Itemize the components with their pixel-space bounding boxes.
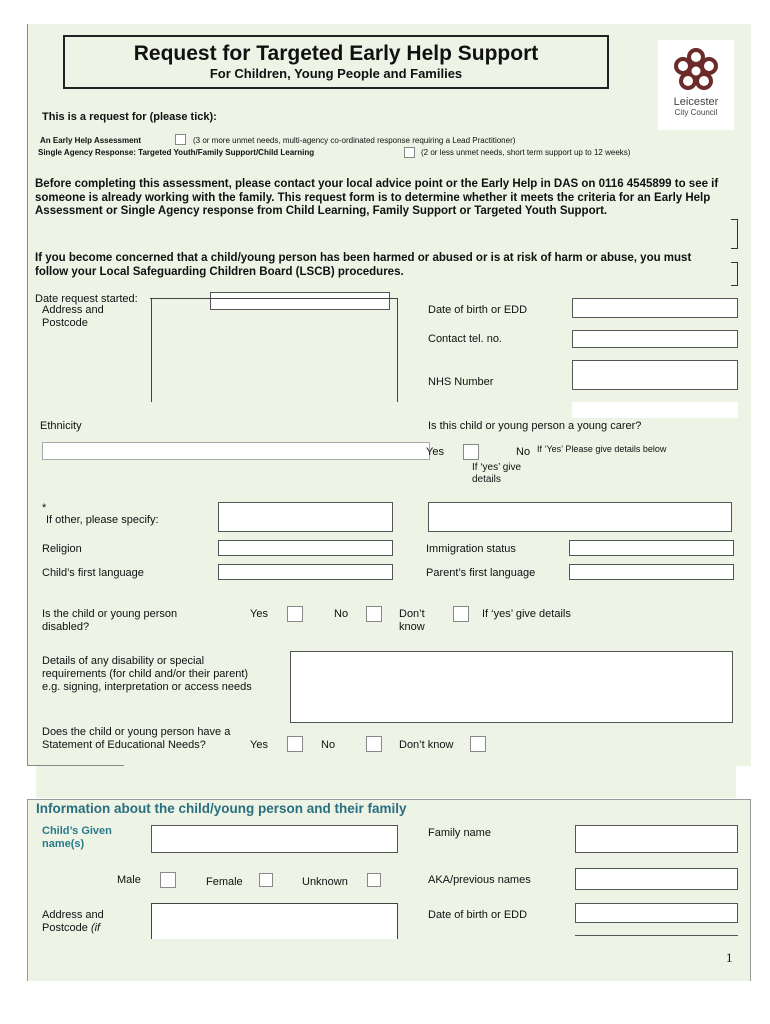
asterisk-mark: * bbox=[42, 502, 47, 514]
option-single-agency-note: (2 or less unmet needs, short term support up to 12 weeks) bbox=[421, 148, 631, 157]
first-language-label: Child’s first language bbox=[42, 567, 144, 579]
male-label: Male bbox=[117, 874, 141, 886]
given-name-input[interactable] bbox=[151, 825, 398, 853]
page-title: Request for Targeted Early Help Support bbox=[133, 42, 539, 65]
dob-label: Date of birth or EDD bbox=[428, 304, 528, 316]
section2-address-label bbox=[42, 909, 137, 935]
disabled-yes-checkbox[interactable] bbox=[287, 606, 303, 622]
ethnicity-input[interactable] bbox=[42, 442, 430, 460]
council-logo bbox=[658, 40, 734, 130]
contact-label: Contact tel. no. bbox=[428, 333, 502, 345]
logo-text: Leicester bbox=[673, 96, 719, 108]
address-label: Address and Postcode bbox=[42, 304, 104, 329]
religion-input[interactable] bbox=[218, 540, 393, 556]
disabled-question: Is the child or young person disabled? bbox=[42, 608, 178, 633]
carer-if-yes-label: If ‘yes’ give details bbox=[472, 462, 522, 485]
parent-language-input[interactable] bbox=[569, 564, 734, 580]
contact-input[interactable] bbox=[572, 330, 738, 348]
statement-yes-label: Yes bbox=[250, 739, 268, 751]
nhs-gap bbox=[572, 402, 738, 418]
section2-heading: Information about the child/young person and their family bbox=[36, 801, 407, 816]
notice-before-completing: Before completing this assessment, please contact your local advice point or the Early Help in DAS on 0116 4545899 to see if someone is already working with the family. This request form is to determine whether it meets the criteria for an Early Help Assessment or Single Agency response from Child Learning, Family Support or Targeted Youth Support. bbox=[35, 178, 719, 217]
carer-yes-label: Yes bbox=[426, 446, 444, 458]
immigration-label: Immigration status bbox=[426, 543, 516, 555]
young-carer-question: Is this child or young person a young carer? bbox=[428, 420, 642, 432]
parent-language-label: Parent’s first language bbox=[426, 567, 536, 579]
statement-question: Does the child or young person have a Statement of Educational Needs? bbox=[42, 726, 231, 751]
notice-concern: If you become concerned that a child/young person has been harmed or abused or is at risk of harm or abuse, you must follow your Local Safeguarding Children Board (LSCB) procedures. bbox=[35, 252, 692, 278]
panel-gap-strip bbox=[36, 766, 736, 798]
carer-details-note: If ‘Yes’ Please give details below bbox=[537, 444, 667, 454]
logo-subtext: City Council bbox=[674, 108, 718, 117]
request-prompt: This is a request for (please tick): bbox=[42, 111, 217, 123]
flower-logo-icon bbox=[672, 46, 720, 92]
disabled-yes-label: Yes bbox=[250, 608, 268, 620]
option-single-agency-label: Single Agency Response: Targeted Youth/Family Support/Child Learning bbox=[38, 148, 315, 157]
option-early-help-label: An Early Help Assessment bbox=[40, 136, 142, 145]
disability-details-label: Details of any disability or special requirements (for child and/or their parent) e.g. signing, interpretation or access needs bbox=[42, 655, 252, 693]
section2-address-text: Address and Postcode bbox=[42, 909, 104, 934]
given-name-label: Child’s Given name(s) bbox=[42, 825, 112, 850]
title-box bbox=[63, 35, 609, 89]
female-checkbox[interactable] bbox=[259, 873, 273, 887]
section2-dob-label: Date of birth or EDD bbox=[428, 909, 528, 921]
section2-dob-input[interactable] bbox=[575, 903, 738, 923]
disabled-dont-know-label: Don’t know bbox=[399, 608, 425, 633]
nhs-input[interactable] bbox=[572, 360, 738, 390]
date-started-label: Date request started: bbox=[35, 293, 138, 305]
page-subtitle: For Children, Young People and Families bbox=[209, 66, 463, 81]
option-early-help-note: (3 or more unmet needs, multi-agency co-ordinated response requiring a Lead Practitioner) bbox=[193, 136, 516, 145]
if-other-label: If other, please specify: bbox=[46, 514, 159, 526]
ethnicity-label: Ethnicity bbox=[40, 420, 82, 432]
panel-border-left bbox=[27, 24, 28, 766]
first-language-input[interactable] bbox=[218, 564, 393, 580]
page-number: 1 bbox=[726, 950, 733, 965]
early-help-checkbox[interactable] bbox=[175, 134, 186, 145]
page-cutoff bbox=[27, 937, 751, 938]
aka-label: AKA/previous names bbox=[428, 874, 531, 886]
statement-no-checkbox[interactable] bbox=[366, 736, 382, 752]
disabled-dont-know-checkbox[interactable] bbox=[453, 606, 469, 622]
carer-no-label: No bbox=[516, 446, 531, 458]
unknown-label: Unknown bbox=[302, 876, 348, 888]
nhs-label: NHS Number bbox=[428, 376, 494, 388]
family-name-label: Family name bbox=[428, 827, 491, 839]
section2-address-suffix: (if bbox=[90, 922, 101, 934]
religion-label: Religion bbox=[42, 543, 82, 555]
statement-no-label: No bbox=[321, 739, 336, 751]
notice-bracket-2 bbox=[731, 262, 738, 286]
carer-yes-checkbox[interactable] bbox=[463, 444, 479, 460]
single-agency-checkbox[interactable] bbox=[404, 147, 415, 158]
immigration-input[interactable] bbox=[569, 540, 734, 556]
statement-yes-checkbox[interactable] bbox=[287, 736, 303, 752]
carer-details-input[interactable] bbox=[428, 502, 732, 532]
female-label: Female bbox=[206, 876, 243, 888]
disabled-no-label: No bbox=[334, 608, 349, 620]
notice-bracket-1 bbox=[731, 219, 738, 249]
family-name-input[interactable] bbox=[575, 825, 738, 853]
disabled-if-yes-label: If ‘yes’ give details bbox=[482, 608, 571, 620]
disability-details-input[interactable] bbox=[290, 651, 733, 723]
aka-input[interactable] bbox=[575, 868, 738, 890]
disabled-no-checkbox[interactable] bbox=[366, 606, 382, 622]
section2-next-line bbox=[575, 935, 738, 936]
statement-dont-know-checkbox[interactable] bbox=[470, 736, 486, 752]
section2-address-frame bbox=[151, 903, 398, 939]
statement-dont-know-label: Don’t know bbox=[399, 739, 454, 751]
dob-input[interactable] bbox=[572, 298, 738, 318]
male-checkbox[interactable] bbox=[160, 872, 176, 888]
unknown-checkbox[interactable] bbox=[367, 873, 381, 887]
if-other-input[interactable] bbox=[218, 502, 393, 532]
address-box-frame bbox=[151, 298, 398, 402]
